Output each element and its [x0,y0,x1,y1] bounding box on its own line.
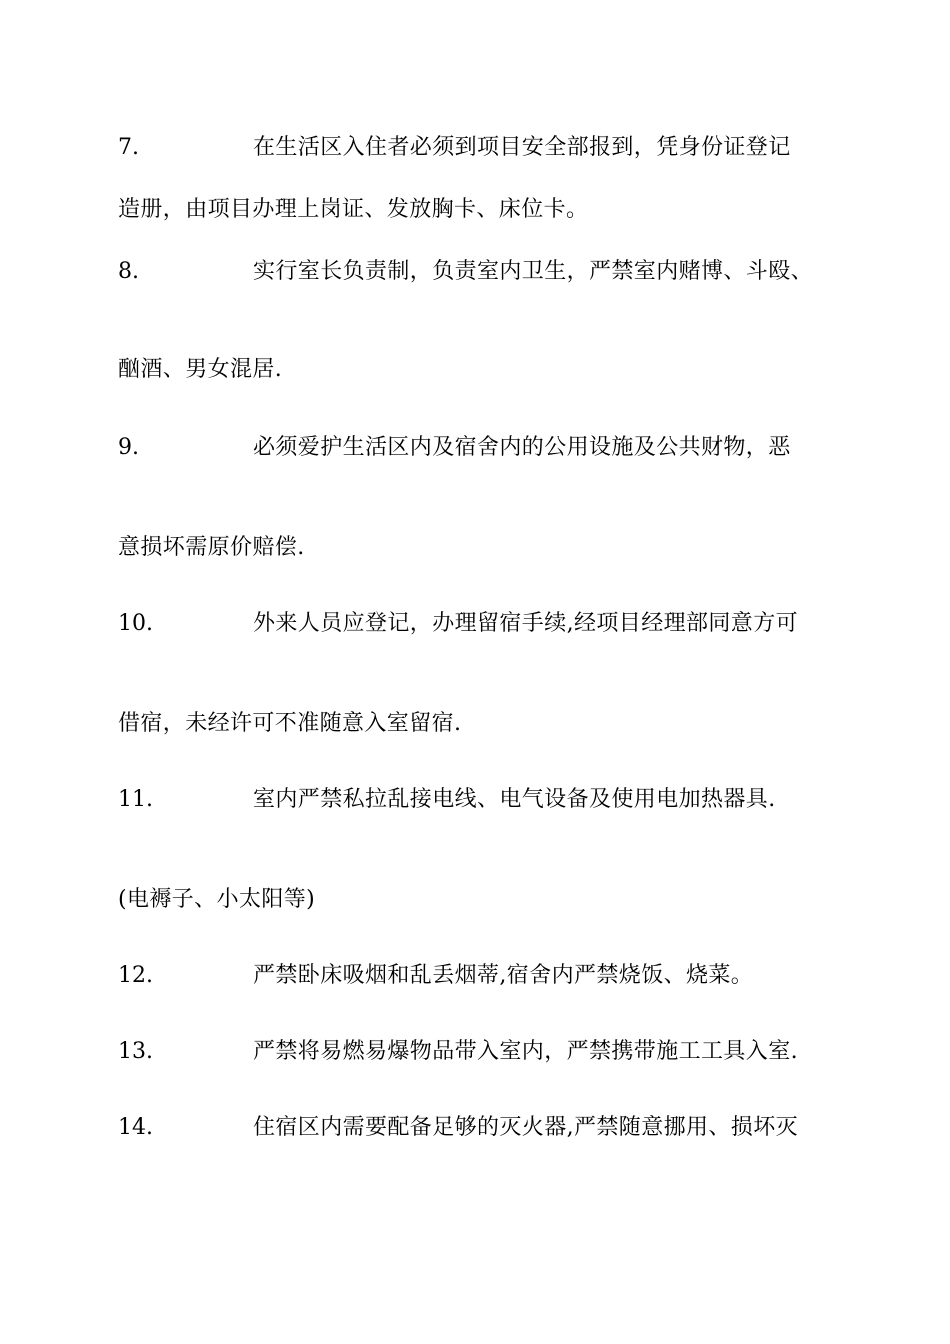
item-number: 7. [118,135,139,160]
list-item-11 [0,782,950,818]
list-item-7 [0,130,950,166]
item-text: 在生活区入住者必须到项目安全部报到，凭身份证登记 [253,135,791,160]
list-item-8 [0,254,950,290]
item-number: 10. [118,611,153,636]
list-item-11-continuation [0,882,950,918]
item-number: 9. [118,435,139,460]
item-text: 严禁卧床吸烟和乱丢烟蒂,宿舍内严禁烧饭、烧菜。 [253,963,754,988]
list-item-9-continuation [0,530,950,566]
list-item-14 [0,1110,950,1146]
list-item-10-continuation [0,706,950,742]
list-item-10 [0,606,950,642]
item-text-continuation: (电褥子、小太阳等) [118,887,316,912]
item-number: 11. [118,787,153,812]
item-text-continuation: 借宿，未经许可不准随意入室留宿. [118,711,462,736]
item-number: 12. [118,963,153,988]
list-item-13 [0,1034,950,1070]
list-item-12 [0,958,950,994]
item-number: 8. [118,259,139,284]
list-item-8-continuation [0,352,950,388]
list-item-7-continuation [0,192,950,228]
list-item-9 [0,430,950,466]
item-number: 14. [118,1115,153,1140]
item-text: 外来人员应登记，办理留宿手续,经项目经理部同意方可 [253,611,798,636]
item-text: 实行室长负责制，负责室内卫生，严禁室内赌博、斗殴、 [253,259,814,284]
item-text-continuation: 造册，由项目办理上岗证、发放胸卡、床位卡。 [118,197,589,222]
item-text-continuation: 酗酒、男女混居. [118,357,283,382]
item-text: 住宿区内需要配备足够的灭火器,严禁随意挪用、损坏灭 [253,1115,798,1140]
item-text-continuation: 意损坏需原价赔偿. [118,535,305,560]
item-number: 13. [118,1039,153,1064]
item-text: 必须爱护生活区内及宿舍内的公用设施及公共财物，恶 [253,435,791,460]
item-text: 室内严禁私拉乱接电线、电气设备及使用电加热器具. [253,787,776,812]
item-text: 严禁将易燃易爆物品带入室内，严禁携带施工工具入室. [253,1039,798,1064]
